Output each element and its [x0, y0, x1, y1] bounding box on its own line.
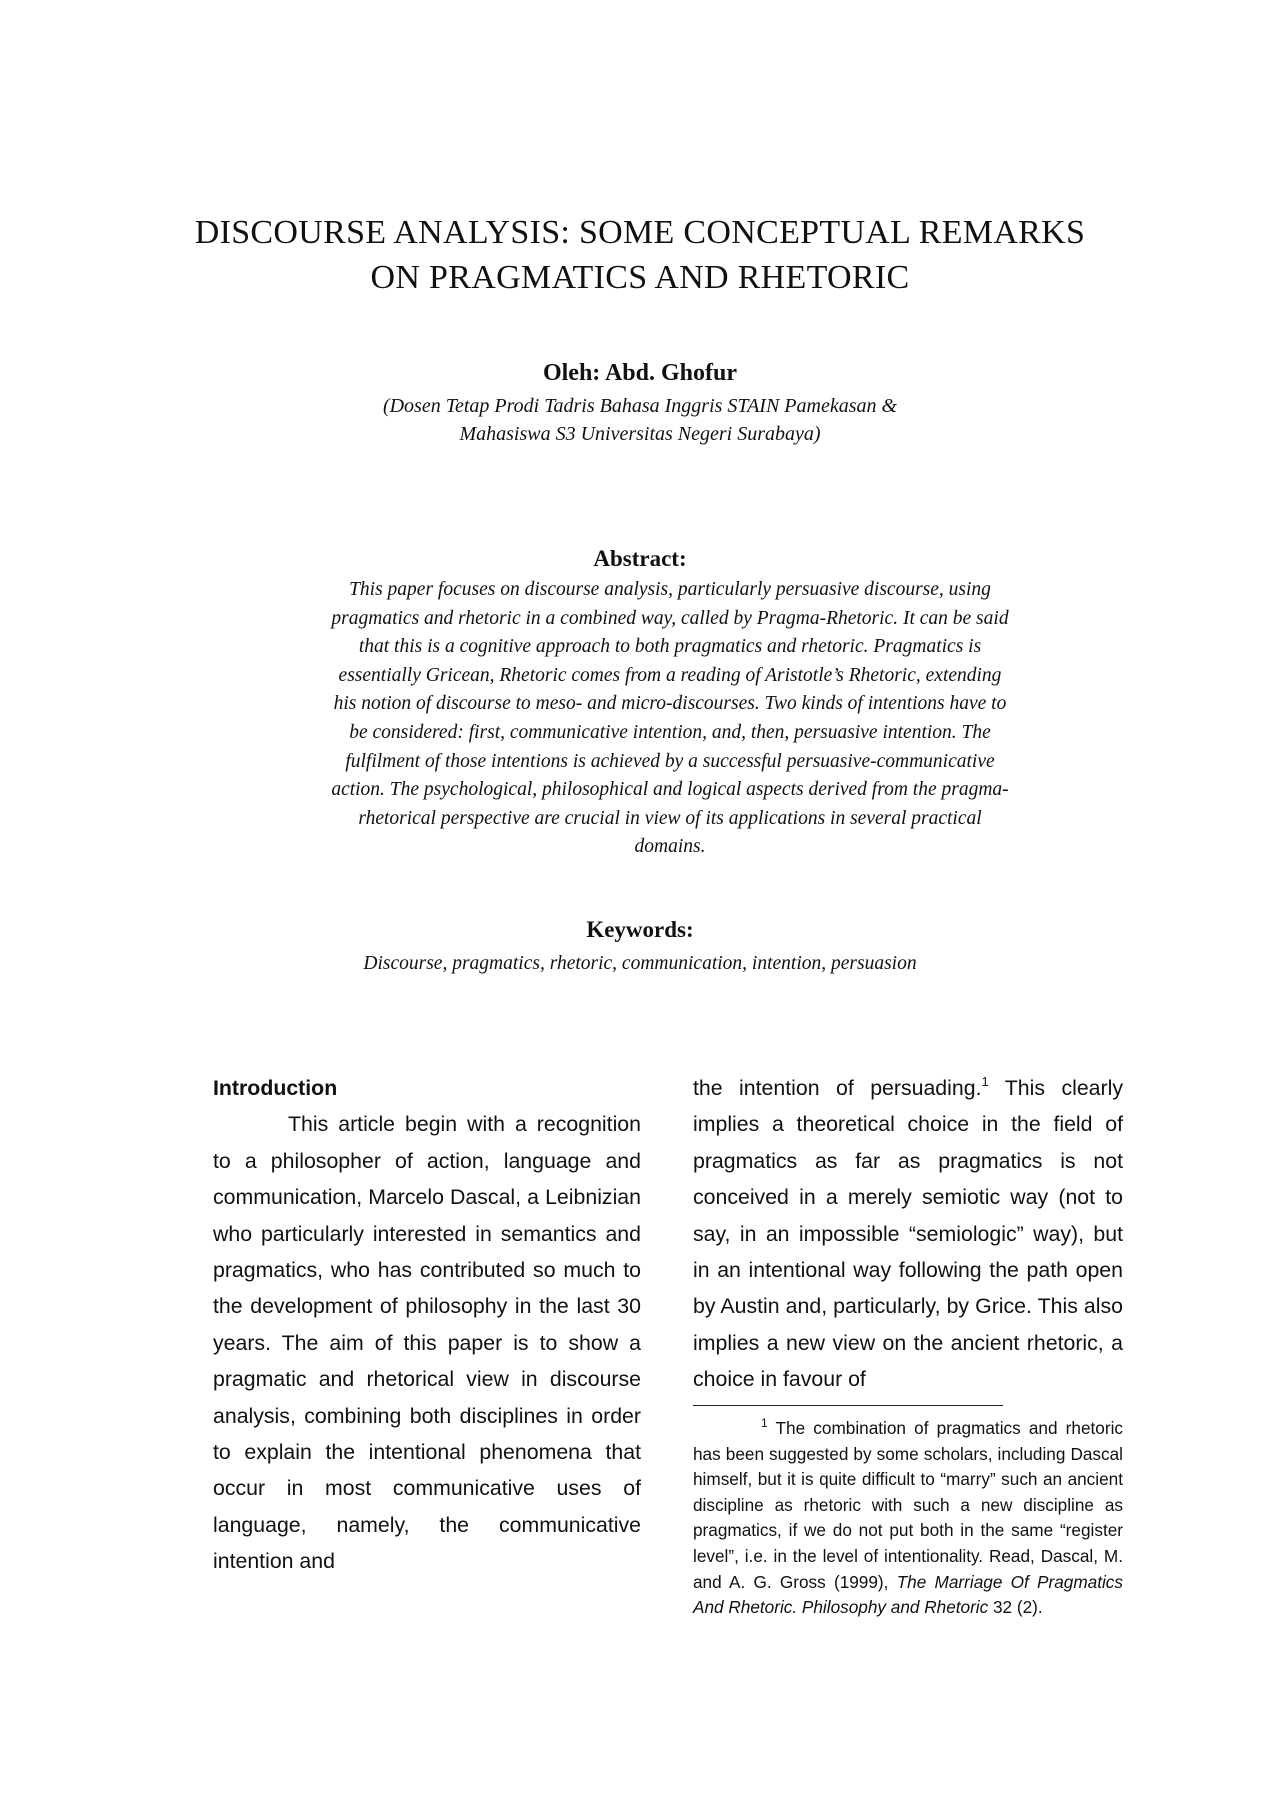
affiliation-line-1: (Dosen Tetap Prodi Tadris Bahasa Inggris STAIN Pamekasan & [382, 395, 898, 417]
abstract-text: This paper focuses on discourse analysis, particularly persuasive discourse, using pragmatics and rhetoric in a combined way, called by Pragma-Rhetoric. It can be said that this is a cognitive approach to both pragmatics and rhetoric. Pragmatics is essentially Gricean, Rhetoric comes from a reading of Aristotle’s Rhetoric, extending his notion of discourse to meso- and micro-discourses. Two kinds of intentions have to be considered: first, communicative intention, and, then, persuasive intention. The fulfilment of those intentions is achieved by a successful persuasive-communicative action. The psychological, philosophical and logical aspects derived from the pragma-rhetorical perspective are crucial in view of its applications in several practical domains. [331, 579, 1009, 858]
footnote-text: The combination of pragmatics and rhetoric has been suggested by some scholars, including Dascal himself, but it is quite difficult to “marry” such an ancient discipline as rhetoric with such a new discipline as pragmatics, if we do not put both in the same “register level”, i.e. in the level of intentionality. Read, Dascal, M. and A. G. Gross (1999), [693, 1418, 1123, 1592]
title-line-2: ON PRAGMATICS AND RHETORIC [370, 259, 910, 296]
abstract-heading: Abstract: [593, 546, 687, 571]
footnote-separator [693, 1405, 1003, 1406]
footnote-reference[interactable]: 1 [981, 1074, 989, 1089]
title-line-1: DISCOURSE ANALYSIS: SOME CONCEPTUAL REMARKS [194, 214, 1086, 251]
author-affiliation [150, 392, 1130, 448]
footnote [693, 1416, 1123, 1621]
keywords-heading: Keywords: [586, 917, 694, 942]
keywords-text: Discourse, pragmatics, rhetoric, communication, intention, persuasion [363, 953, 917, 974]
continued-text-end: This clearly implies a theoretical choice in the field of pragmatics as far as pragmatics is not conceived in a merely semiotic way (not to say, in an impossible “semiologic” way), but in an intentional way following the path open by Austin and, particularly, by Grice. This also implies a new view on the ancient rhetoric, a choice in favour of [693, 1076, 1123, 1392]
introduction-paragraph-continued [693, 1070, 1123, 1398]
footnote-mark: 1 [761, 1416, 768, 1430]
continued-text-start: the intention of persuading. [693, 1076, 982, 1100]
affiliation-line-2: Mahasiswa S3 Universitas Negeri Surabaya) [459, 423, 821, 445]
right-column [693, 1070, 1123, 1398]
paper-title [150, 210, 1130, 300]
introduction-paragraph: This article begin with a recognition to a philosopher of action, language and communication, Marcelo Dascal, a Leibnizian who particularly interested in semantics and pragmatics, who has contributed so much to the development of philosophy in the last 30 years. The aim of this paper is to show a pragmatic and rhetorical view in discourse analysis, combining both disciplines in order to explain the intentional phenomena that occur in most communicative uses of language, namely, the communicative intention and [213, 1112, 641, 1574]
left-column [213, 1070, 641, 1580]
footnote-reference-title: The Marriage Of Pragmatics And Rhetoric. Philosophy and Rhetoric [693, 1571, 1123, 1618]
introduction-heading: Introduction [213, 1076, 338, 1100]
footnote-reference-tail: 32 (2). [988, 1597, 1043, 1618]
author-byline: Oleh: Abd. Ghofur [542, 360, 738, 386]
